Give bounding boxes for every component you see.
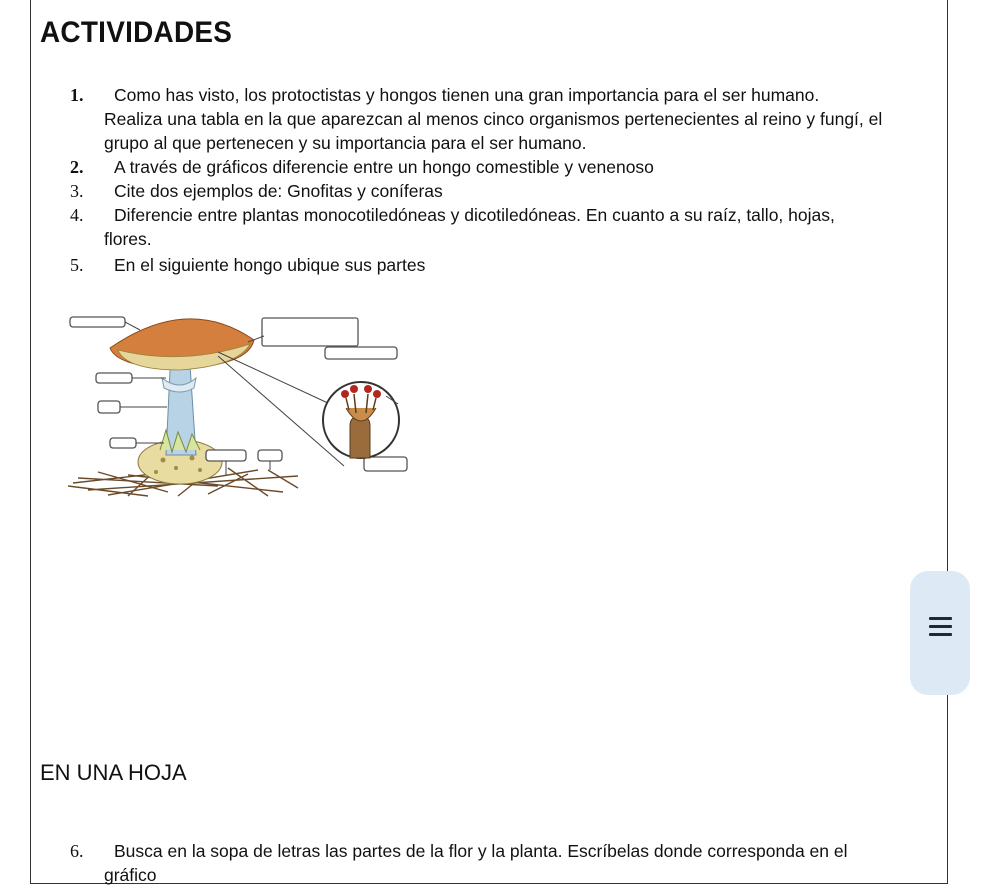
item-number: 2. <box>70 157 84 177</box>
mushroom-diagram <box>68 300 440 515</box>
item-number: 1. <box>70 85 84 105</box>
scroll-handle-button[interactable] <box>910 571 970 695</box>
item-number: 5. <box>70 255 84 275</box>
item-text: A través de gráficos diferencie entre un hongo comestible y venenoso <box>114 157 654 177</box>
item-text: Diferencie entre plantas monocotiledóneas y dicotiledóneas. En cuanto a su raíz, tallo, hojas, <box>114 205 835 225</box>
item-text: En el siguiente hongo ubique sus partes <box>114 255 426 275</box>
list-item <box>70 839 848 864</box>
list-item <box>70 253 425 278</box>
item-text-continued: grupo al que pertenecen y su importancia para el ser humano. <box>104 133 587 153</box>
menu-lines-icon <box>929 617 952 641</box>
item-text: Cite dos ejemplos de: Gnofitas y coníferas <box>114 181 443 201</box>
list-item <box>70 83 819 108</box>
item-text-continued: flores. <box>104 229 152 249</box>
list-item <box>70 179 443 204</box>
item-number: 6. <box>70 841 84 861</box>
item-text: Busca en la sopa de letras las partes de la flor y la planta. Escríbelas donde corresponda en el <box>114 841 848 861</box>
item-number: 4. <box>70 205 84 225</box>
list-item <box>70 155 654 180</box>
basidium-stalk <box>350 416 370 458</box>
item-text-continued: gráfico <box>104 865 157 885</box>
item-number: 3. <box>70 181 84 201</box>
list-item <box>70 203 835 228</box>
item-text-continued: Realiza una tabla en la que aparezcan al menos cinco organismos pertenecientes al reino y fungí, el <box>104 109 883 129</box>
page-title: ACTIVIDADES <box>40 16 233 49</box>
item-text: Como has visto, los protoctistas y hongos tienen una gran importancia para el ser humano. <box>114 85 820 105</box>
section-heading: EN UNA HOJA <box>40 760 187 785</box>
